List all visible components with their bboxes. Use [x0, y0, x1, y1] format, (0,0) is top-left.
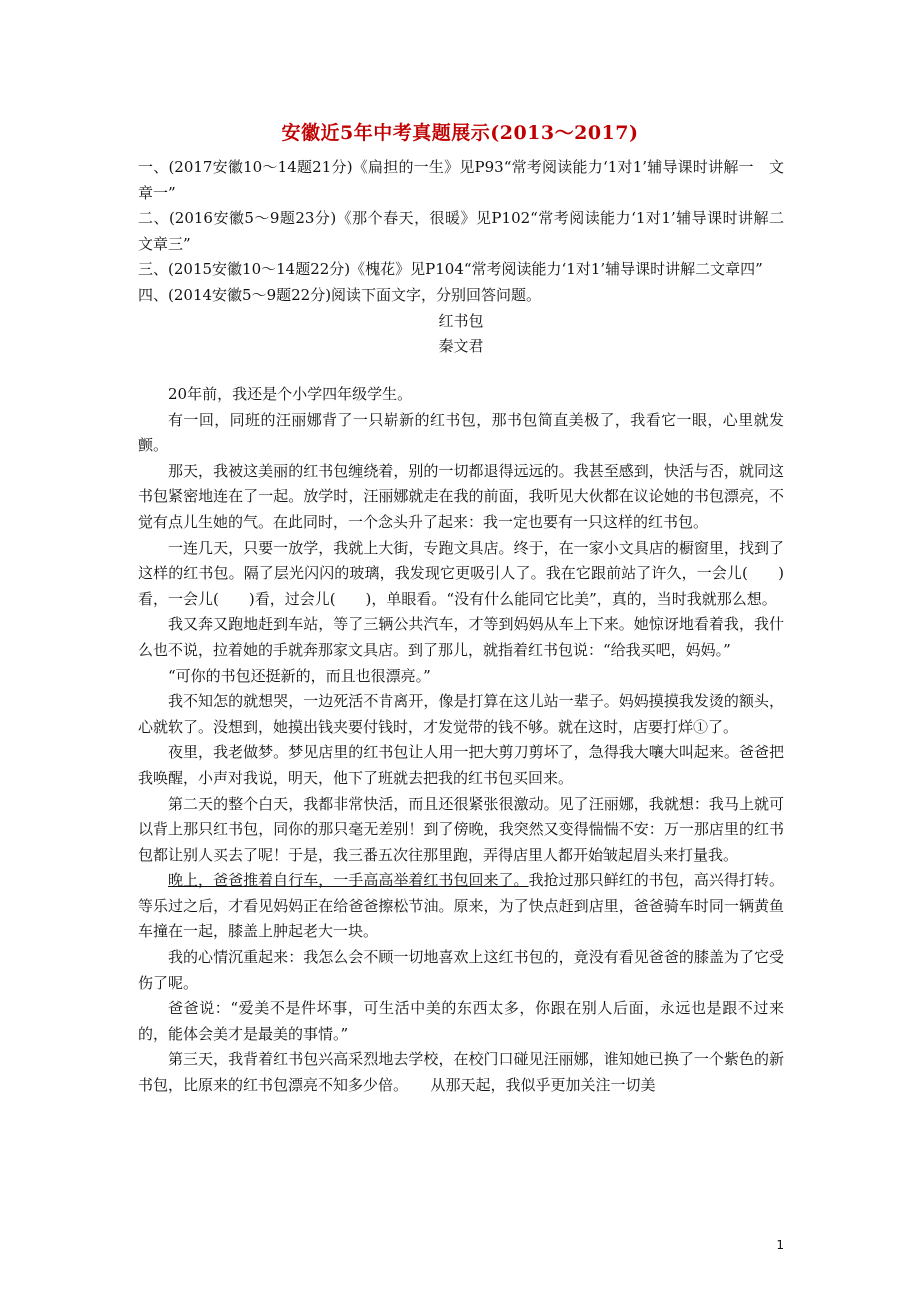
question-item: 二、(2016安徽5～9题23分)《那个春天，很暖》见P102“常考阅读能力‘1对1’辅导课时讲解二 文章三”: [138, 209, 800, 253]
question-item: 四、(2014安徽5～9题22分)阅读下面文字，分别回答问题。: [138, 285, 542, 304]
article-paragraph: 20年前，我还是个小学四年级学生。: [168, 385, 413, 403]
article-paragraph: 夜里，我老做梦。梦见店里的红书包让人用一把大剪刀剪坏了，急得我大嚷大叫起来。爸爸把我唤醒，小声对我说，明天，他下了班就去把我的红书包买回来。: [138, 743, 784, 787]
article-paragraph: 我不知怎的就想哭，一边死活不肯离开，像是打算在这儿站一辈子。妈妈摸摸我发烫的额头，心就软了。没想到，她摸出钱夹要付钱时，才发觉带的钱不够。就在这时，店要打烊①了。: [138, 692, 784, 736]
article-paragraph: 有一回，同班的汪丽娜背了一只崭新的红书包，那书包简直美极了，我看它一眼，心里就发颤。: [138, 410, 784, 455]
article-paragraph: 第二天的整个白天，我都非常快活，而且还很紧张很激动。见了汪丽娜，我就想：我马上就可以背上那只红书包，同你的那只毫无差别！到了傍晚，我突然又变得惴惴不安：万一那店里的红书包都让别人买去了呢！于是，我三番五次往那里跑，弄得店里人都开始皱起眉头来打量我。: [138, 794, 784, 864]
paragraph-continuation: 我抢过那只鲜红的书包，高兴得打转。等乐过之后，才看见妈妈正在给爸爸擦松节油。原来，为了快点赶到店里，爸爸骑车时同一辆黄鱼车撞在一起，膝盖上肿起老大一块。: [138, 871, 784, 941]
page-number: 1: [776, 1238, 784, 1252]
article-paragraph: 那天，我被这美丽的红书包缠绕着，别的一切都退得远远的。我甚至感到，快活与否，就同这书包紧密地连在了一起。放学时，汪丽娜就走在我的前面，我听见大伙都在议论她的书包漂亮，不觉有点儿生她的气。在此同时，一个念头升了起来：我一定也要有一只这样的红书包。: [138, 461, 784, 531]
article-author: 秦文君: [438, 337, 484, 356]
question-item: 一、(2017安徽10～14题21分)《扁担的一生》见P93“常考阅读能力‘1对1’辅导课时讲解一 文章一”: [138, 158, 784, 202]
article-paragraph: 第三天，我背着红书包兴高采烈地去学校，在校门口碰见汪丽娜，谁知她已换了一个紫色的新书包，比原来的红书包漂亮不知多少倍。 从那天起，我似乎更加关注一切美: [138, 1050, 784, 1095]
question-list: [138, 155, 800, 360]
article-paragraph: “可你的书包还挺新的，而且也很漂亮。”: [168, 666, 431, 685]
article-paragraph: 一连几天，只要一放学，我就上大街，专跑文具店。终于，在一家小文具店的橱窗里，找到了这样的红书包。隔了层光闪闪的玻璃，我发现它更吸引人了。我在它跟前站了许久，一会儿( )看，一会儿( )看，过会儿( )，单眼看。“没有什么能同它比美”，真的，当时我就那么想。: [138, 538, 784, 608]
article-paragraph: 我的心情沉重起来：我怎么会不顾一切地喜欢上这红书包的，竟没有看见爸爸的膝盖为了它受伤了呢。: [138, 948, 784, 992]
underlined-sentence: 晚上，爸爸推着自行车，一手高高举着红书包回来了。: [168, 871, 529, 890]
article-body: [138, 382, 784, 1099]
page-title: 安徽近5年中考真题展示(2013～2017): [281, 122, 639, 144]
article-title: 红书包: [438, 311, 484, 330]
article-paragraph-underlined: [138, 868, 784, 945]
article-paragraph: 我又奔又跑地赶到车站，等了三辆公共汽车，才等到妈妈从车上下来。她惊讶地看着我，我什么也不说，拉着她的手就奔那家文具店。到了那儿，就指着红书包说：“给我买吧，妈妈。”: [138, 615, 784, 659]
question-item: 三、(2015安徽10～14题22分)《槐花》见P104“常考阅读能力‘1对1’辅导课时讲解二文章四”: [138, 260, 763, 279]
article-paragraph: 爸爸说：“爱美不是件坏事，可生活中美的东西太多，你跟在别人后面，永远也是跟不过来的，能体会美才是最美的事情。”: [138, 999, 784, 1043]
